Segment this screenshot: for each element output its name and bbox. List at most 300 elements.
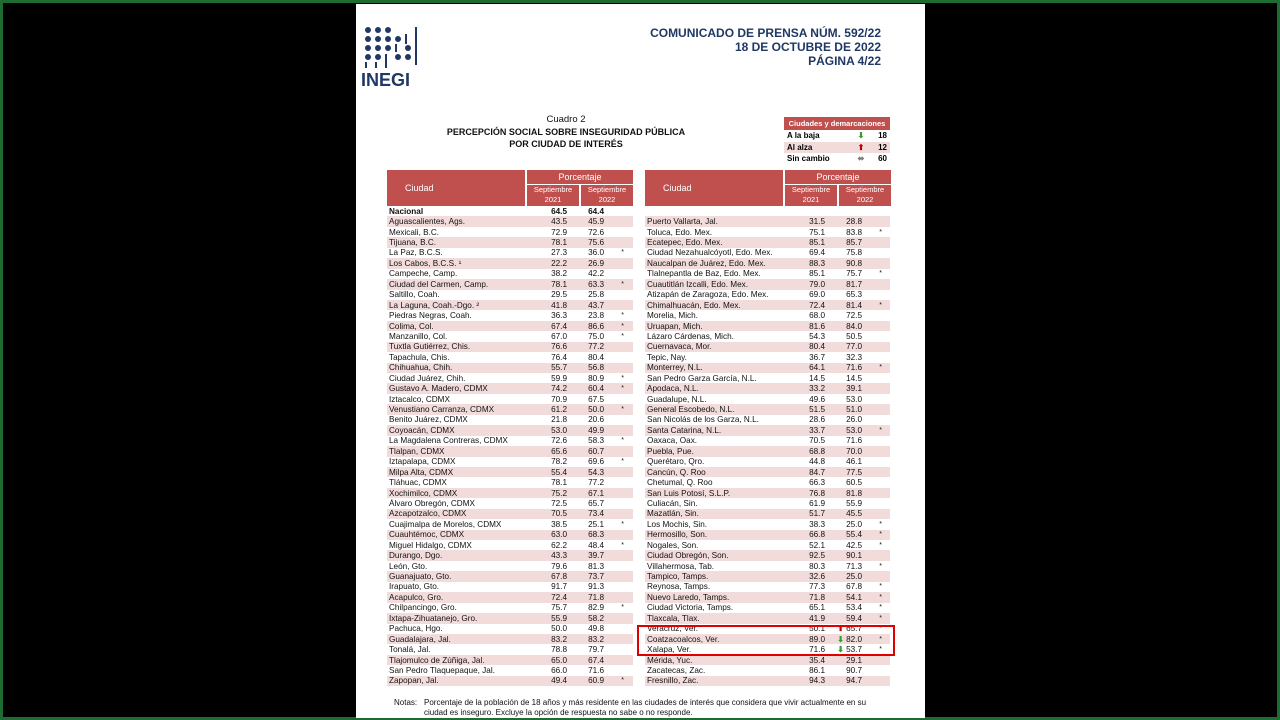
table-row xyxy=(645,227,890,237)
value-2021: 61.9 xyxy=(809,498,825,508)
down-arrow-icon: ⬇ xyxy=(837,634,844,644)
value-2022-text: 77.2 xyxy=(588,478,604,488)
significance-mark: * xyxy=(621,312,624,320)
city-name: La Laguna, Coah.-Dgo. ² xyxy=(389,300,480,310)
city-name: Atizapán de Zaragoza, Edo. Mex. xyxy=(647,290,769,300)
table-row xyxy=(387,248,633,258)
value-2021: 72.4 xyxy=(809,300,825,310)
table-row xyxy=(645,363,890,373)
value-2022 xyxy=(567,269,604,278)
value-2022-text: 86.6 xyxy=(588,321,604,331)
value-2022 xyxy=(825,676,862,685)
value-2022 xyxy=(567,656,604,665)
value-2022-text: 59.4 xyxy=(846,613,862,623)
legend-row-same xyxy=(784,153,890,165)
value-2022-text: 72.6 xyxy=(588,227,604,237)
table-row xyxy=(645,373,890,383)
page-number: PÁGINA 4/22 xyxy=(808,54,881,68)
value-2022 xyxy=(825,614,862,623)
table-row xyxy=(387,488,633,498)
value-2021: 72.9 xyxy=(551,227,567,237)
table-row xyxy=(645,509,890,519)
value-2022 xyxy=(825,478,862,487)
city-name: General Escobedo, N.L. xyxy=(647,405,735,415)
value-2021: 65.1 xyxy=(809,603,825,613)
significance-mark: * xyxy=(621,541,624,549)
value-2022-text: 55.9 xyxy=(846,498,862,508)
city-name: Los Mochis, Sin. xyxy=(647,519,708,529)
value-2021: 33.7 xyxy=(809,425,825,435)
value-2021: 79.6 xyxy=(551,561,567,571)
up-arrow-icon: ⬆ xyxy=(857,142,865,152)
table-row xyxy=(645,530,890,540)
city-name: Irapuato, Gto. xyxy=(389,582,440,592)
value-2021: 92.5 xyxy=(809,551,825,561)
table-row xyxy=(645,342,890,352)
city-name: Iztapalapa, CDMX xyxy=(389,457,456,467)
city-name: Cuauhtémoc, CDMX xyxy=(389,530,465,540)
value-2022-text: 58.3 xyxy=(588,436,604,446)
city-name: Morelia, Mich. xyxy=(647,311,698,321)
value-2022-text: 80.9 xyxy=(588,373,604,383)
table-row xyxy=(645,488,890,498)
value-2021: 52.1 xyxy=(809,540,825,550)
value-2021: 29.5 xyxy=(551,290,567,300)
table-row xyxy=(645,383,890,393)
table-header xyxy=(387,170,633,206)
value-2022 xyxy=(567,676,604,685)
value-2021: 94.3 xyxy=(809,676,825,686)
city-name: Puerto Vallarta, Jal. xyxy=(647,217,718,227)
value-2022 xyxy=(567,363,604,372)
city-name: Nogales, Son. xyxy=(647,540,699,550)
table-row xyxy=(645,300,890,310)
legend-value: 18 xyxy=(878,131,887,141)
value-2022 xyxy=(825,311,862,320)
table-row xyxy=(387,644,633,654)
value-2022 xyxy=(567,603,604,612)
value-2022 xyxy=(567,582,604,591)
table-row xyxy=(387,446,633,456)
value-2022-text: 43.7 xyxy=(588,300,604,310)
value-2022 xyxy=(567,666,604,675)
value-2022 xyxy=(567,384,604,393)
significance-mark: * xyxy=(621,249,624,257)
value-2021: 64.5 xyxy=(551,206,567,216)
value-2021: 70.5 xyxy=(809,436,825,446)
col-city: Ciudad xyxy=(387,170,525,206)
col-percentage: Porcentaje xyxy=(785,170,891,184)
value-2022 xyxy=(567,635,604,644)
value-2021: 76.8 xyxy=(809,488,825,498)
city-name: Chilpancingo, Gro. xyxy=(389,603,457,613)
caption-title-1: PERCEPCIÓN SOCIAL SOBRE INSEGURIDAD PÚBLICA xyxy=(446,127,686,137)
city-name: Tampico, Tamps. xyxy=(647,572,709,582)
value-2022-text: 39.7 xyxy=(588,551,604,561)
value-2022 xyxy=(825,228,862,237)
table-row xyxy=(387,550,633,560)
table-row xyxy=(387,331,633,341)
value-2021: 72.6 xyxy=(551,436,567,446)
city-name: Cuajimalpa de Morelos, CDMX xyxy=(389,519,502,529)
value-2022 xyxy=(567,311,604,320)
city-name: San Luis Potosí, S.L.P. xyxy=(647,488,731,498)
value-2022-text: 71.6 xyxy=(846,363,862,373)
value-2021: 35.4 xyxy=(809,655,825,665)
table-row xyxy=(387,467,633,477)
table-row xyxy=(645,498,890,508)
value-2022-text: 60.5 xyxy=(846,478,862,488)
value-2021: 38.3 xyxy=(809,519,825,529)
value-2022 xyxy=(825,562,862,571)
value-2021: 51.7 xyxy=(809,509,825,519)
city-name: Venustiano Carranza, CDMX xyxy=(389,405,495,415)
value-2021: 36.7 xyxy=(809,352,825,362)
city-name: Benito Juárez, CDMX xyxy=(389,415,468,425)
value-2022-text: 60.4 xyxy=(588,384,604,394)
right-table xyxy=(645,170,890,686)
value-2022-text: 71.8 xyxy=(588,592,604,602)
significance-mark: * xyxy=(879,614,882,622)
value-2021: 70.9 xyxy=(551,394,567,404)
legend-title: Ciudades y demarcaciones xyxy=(784,117,890,130)
value-2022-text: 25.0 xyxy=(846,572,862,582)
city-name: Pachuca, Hgo. xyxy=(389,624,443,634)
value-2022 xyxy=(825,395,862,404)
value-2022 xyxy=(567,259,604,268)
city-name: Ecatepec, Edo. Mex. xyxy=(647,238,723,248)
table-row xyxy=(387,540,633,550)
press-release-header xyxy=(650,26,881,68)
table-row xyxy=(387,582,633,592)
value-2022 xyxy=(825,280,862,289)
value-2022 xyxy=(567,395,604,404)
table-row xyxy=(387,592,633,602)
city-name: Ciudad del Carmen, Camp. xyxy=(389,279,489,289)
table-row xyxy=(387,624,633,634)
significance-mark: * xyxy=(879,635,882,643)
city-name: León, Gto. xyxy=(389,561,428,571)
value-2022-text: 20.6 xyxy=(588,415,604,425)
value-2022-text: 26.9 xyxy=(588,258,604,268)
value-2022-text: 49.9 xyxy=(588,425,604,435)
city-name: Cuautitlán Izcalli, Edo. Mex. xyxy=(647,279,749,289)
table-row xyxy=(387,603,633,613)
table-row xyxy=(387,269,633,279)
value-2022-text: 94.7 xyxy=(846,676,862,686)
value-2021: 78.2 xyxy=(551,457,567,467)
notes-text: Porcentaje de la población de 18 años y más residente en las ciudades de interés que considera que vivir actualmente en su ciudad es inseguro. Excluye la opción de respuesta no sabe o no responde. xyxy=(424,698,867,717)
value-2021: 91.7 xyxy=(551,582,567,592)
value-2022 xyxy=(825,603,862,612)
table-row xyxy=(645,550,890,560)
value-2021: 86.1 xyxy=(809,665,825,675)
table-row xyxy=(387,352,633,362)
value-2021: 41.9 xyxy=(809,613,825,623)
city-name: Xalapa, Ver. xyxy=(647,645,692,655)
table-row xyxy=(387,655,633,665)
value-2021: 76.4 xyxy=(551,352,567,362)
value-2021: 77.3 xyxy=(809,582,825,592)
table-row xyxy=(645,446,890,456)
legend-row-up xyxy=(784,142,890,154)
city-name: Coyoacán, CDMX xyxy=(389,425,455,435)
table-row xyxy=(645,352,890,362)
value-2021: 64.1 xyxy=(809,363,825,373)
city-name: Tonalá, Jal. xyxy=(389,645,431,655)
table-row xyxy=(645,269,890,279)
table-row xyxy=(645,457,890,467)
significance-mark: * xyxy=(879,301,882,309)
value-2022-text: 70.0 xyxy=(846,446,862,456)
table-row xyxy=(387,436,633,446)
city-name: Villahermosa, Tab. xyxy=(647,561,715,571)
table-row xyxy=(387,571,633,581)
value-2022-text: 28.8 xyxy=(846,217,862,227)
table-row xyxy=(387,634,633,644)
significance-mark: * xyxy=(879,228,882,236)
city-name: Ciudad Nezahualcóyotl, Edo. Mex. xyxy=(647,248,773,258)
city-name: Cuernavaca, Mor. xyxy=(647,342,712,352)
city-name: Tijuana, B.C. xyxy=(389,238,437,248)
left-table xyxy=(387,170,633,686)
table-row xyxy=(645,331,890,341)
table-caption xyxy=(446,114,686,150)
significance-mark: * xyxy=(879,583,882,591)
table-row xyxy=(645,582,890,592)
significance-mark: * xyxy=(879,426,882,434)
value-2021: 32.6 xyxy=(809,572,825,582)
value-2022-text: 39.1 xyxy=(846,384,862,394)
notes xyxy=(394,698,894,718)
value-2022 xyxy=(567,374,604,383)
value-2022-text: 65.7 xyxy=(588,498,604,508)
value-2022 xyxy=(825,666,862,675)
value-2021: 41.8 xyxy=(551,300,567,310)
trend-legend xyxy=(784,117,890,165)
city-name: Ixtapa-Zihuatanejo, Gro. xyxy=(389,613,478,623)
value-2022-text: 60.7 xyxy=(588,446,604,456)
table-row xyxy=(645,415,890,425)
significance-mark: * xyxy=(621,406,624,414)
value-2021: 80.4 xyxy=(809,342,825,352)
value-2022-text: 63.3 xyxy=(588,279,604,289)
value-2022-text: 14.5 xyxy=(846,373,862,383)
city-name: Durango, Dgo. xyxy=(389,551,443,561)
table-row xyxy=(387,258,633,268)
table-row xyxy=(387,613,633,623)
table-row xyxy=(645,206,890,216)
city-name: Milpa Alta, CDMX xyxy=(389,467,454,477)
value-2022 xyxy=(825,405,862,414)
document-page xyxy=(356,4,925,718)
value-2022 xyxy=(825,248,862,257)
col-percentage: Porcentaje xyxy=(527,170,633,184)
table-row xyxy=(387,425,633,435)
value-2022-text: 75.8 xyxy=(846,248,862,258)
value-2022 xyxy=(567,551,604,560)
value-2021: 21.8 xyxy=(551,415,567,425)
value-2022-text: 50.5 xyxy=(846,331,862,341)
city-name: Coatzacoalcos, Ver. xyxy=(647,634,720,644)
table-row xyxy=(645,561,890,571)
value-2021: 78.1 xyxy=(551,238,567,248)
table-row xyxy=(645,613,890,623)
value-2022 xyxy=(825,322,862,331)
table-row xyxy=(387,676,633,686)
significance-mark: * xyxy=(621,332,624,340)
value-2022 xyxy=(825,572,862,581)
value-2022 xyxy=(567,238,604,247)
col-sep-2022: Septiembre 2022 xyxy=(839,185,891,206)
value-2021: 75.1 xyxy=(809,227,825,237)
city-name: Chihuahua, Chih. xyxy=(389,363,453,373)
city-name: Toluca, Edo. Mex. xyxy=(647,227,713,237)
value-2021: 67.0 xyxy=(551,331,567,341)
value-2022-text: 25.8 xyxy=(588,290,604,300)
significance-mark: * xyxy=(621,322,624,330)
city-name: Tepic, Nay. xyxy=(647,352,687,362)
value-2021: 59.9 xyxy=(551,373,567,383)
city-name: Xochimilco, CDMX xyxy=(389,488,458,498)
value-2022 xyxy=(567,593,604,602)
table-row xyxy=(387,206,633,216)
table-row xyxy=(645,279,890,289)
value-2021: 88.3 xyxy=(809,258,825,268)
value-2022-text: 81.4 xyxy=(846,300,862,310)
value-2022-text: 67.5 xyxy=(588,394,604,404)
table-row xyxy=(645,592,890,602)
value-2022 xyxy=(825,238,862,247)
legend-label: A la baja xyxy=(787,131,820,141)
value-2022-text: 83.8 xyxy=(846,227,862,237)
value-2022-text: 53.4 xyxy=(846,603,862,613)
city-name: Acapulco, Gro. xyxy=(389,592,444,602)
table-row xyxy=(387,216,633,226)
significance-mark: * xyxy=(621,280,624,288)
value-2022-text: 90.8 xyxy=(846,258,862,268)
value-2021: 71.8 xyxy=(809,592,825,602)
value-2022 xyxy=(825,342,862,351)
caption-number: Cuadro 2 xyxy=(546,114,586,125)
value-2022-text: 75.7 xyxy=(846,269,862,279)
value-2022 xyxy=(825,447,862,456)
city-name: Tuxtla Gutiérrez, Chis. xyxy=(389,342,471,352)
value-2022-text: 90.1 xyxy=(846,551,862,561)
value-2022-text: 72.5 xyxy=(846,311,862,321)
value-2022-text: 64.4 xyxy=(588,206,604,216)
value-2021: 68.8 xyxy=(809,446,825,456)
value-2022-text: 53.7 xyxy=(846,645,862,655)
table-row xyxy=(645,665,890,675)
value-2022-text: 23.8 xyxy=(588,311,604,321)
value-2022-text: 91.3 xyxy=(588,582,604,592)
down-arrow-icon: ⬇ xyxy=(837,645,844,655)
city-name: Piedras Negras, Coah. xyxy=(389,311,472,321)
value-2022-text: 55.4 xyxy=(846,530,862,540)
value-2022-text: 69.6 xyxy=(588,457,604,467)
significance-mark: * xyxy=(879,270,882,278)
value-2022-text: 49.8 xyxy=(588,624,604,634)
value-2021: 31.5 xyxy=(809,217,825,227)
value-2021: 49.4 xyxy=(551,676,567,686)
value-2021: 75.2 xyxy=(551,488,567,498)
value-2021: 69.0 xyxy=(809,290,825,300)
value-2022-text: 53.0 xyxy=(846,425,862,435)
value-2022 xyxy=(567,530,604,539)
table-row xyxy=(387,415,633,425)
value-2021: 38.5 xyxy=(551,519,567,529)
city-name: Guadalupe, N.L. xyxy=(647,394,707,404)
value-2022 xyxy=(825,541,862,550)
table-row xyxy=(387,321,633,331)
table-row xyxy=(387,394,633,404)
value-2022-text: 42.5 xyxy=(846,540,862,550)
city-name: Oaxaca, Oax. xyxy=(647,436,698,446)
city-name: Guanajuato, Gto. xyxy=(389,572,452,582)
legend-value: 60 xyxy=(878,154,887,164)
table-row xyxy=(645,676,890,686)
value-2022-text: 73.4 xyxy=(588,509,604,519)
value-2021: 65.6 xyxy=(551,446,567,456)
city-name: Apodaca, N.L. xyxy=(647,384,699,394)
city-name: Saltillo, Coah. xyxy=(389,290,440,300)
value-2021: 66.3 xyxy=(809,478,825,488)
value-2021: 89.0 xyxy=(809,634,825,644)
value-2022 xyxy=(825,259,862,268)
significance-mark: * xyxy=(879,541,882,549)
table-row xyxy=(387,300,633,310)
value-2021: 80.3 xyxy=(809,561,825,571)
city-name: Tlaxcala, Tlax. xyxy=(647,613,700,623)
city-name: Tlajomulco de Zúñiga, Jal. xyxy=(389,655,485,665)
svg-text:INEGI: INEGI xyxy=(361,70,411,88)
value-2022 xyxy=(567,217,604,226)
value-2022-text: 67.8 xyxy=(846,582,862,592)
value-2021: 36.3 xyxy=(551,311,567,321)
city-name: Chetumal, Q. Roo xyxy=(647,478,713,488)
value-2022-text: 71.6 xyxy=(846,436,862,446)
value-2021: 55.9 xyxy=(551,613,567,623)
table-row xyxy=(645,603,890,613)
value-2022-text: 51.0 xyxy=(846,405,862,415)
city-name: Veracruz, Ver. xyxy=(647,624,698,634)
value-2022 xyxy=(825,509,862,518)
table-row xyxy=(645,655,890,665)
table-row xyxy=(645,477,890,487)
city-name: Ciudad Victoria, Tamps. xyxy=(647,603,734,613)
value-2021: 62.2 xyxy=(551,540,567,550)
value-2022-text: 84.0 xyxy=(846,321,862,331)
city-name: Mexicali, B.C. xyxy=(389,227,440,237)
city-name: Aguascalientes, Ags. xyxy=(389,217,466,227)
value-2022-text: 48.4 xyxy=(588,540,604,550)
value-2021: 67.8 xyxy=(551,572,567,582)
table-row xyxy=(387,310,633,320)
value-2022-text: 25.1 xyxy=(588,519,604,529)
significance-mark: * xyxy=(879,520,882,528)
value-2021: 70.5 xyxy=(551,509,567,519)
significance-mark: * xyxy=(621,677,624,685)
table-row xyxy=(645,519,890,529)
value-2022-text: 71.3 xyxy=(846,561,862,571)
value-2022-text: 79.7 xyxy=(588,645,604,655)
value-2021: 85.1 xyxy=(809,238,825,248)
caption-title-2: POR CIUDAD DE INTERÉS xyxy=(509,139,623,149)
col-sep-2021: Septiembre 2021 xyxy=(527,185,579,206)
legend-row-down xyxy=(784,130,890,142)
city-name: Culiacán, Sin. xyxy=(647,498,698,508)
